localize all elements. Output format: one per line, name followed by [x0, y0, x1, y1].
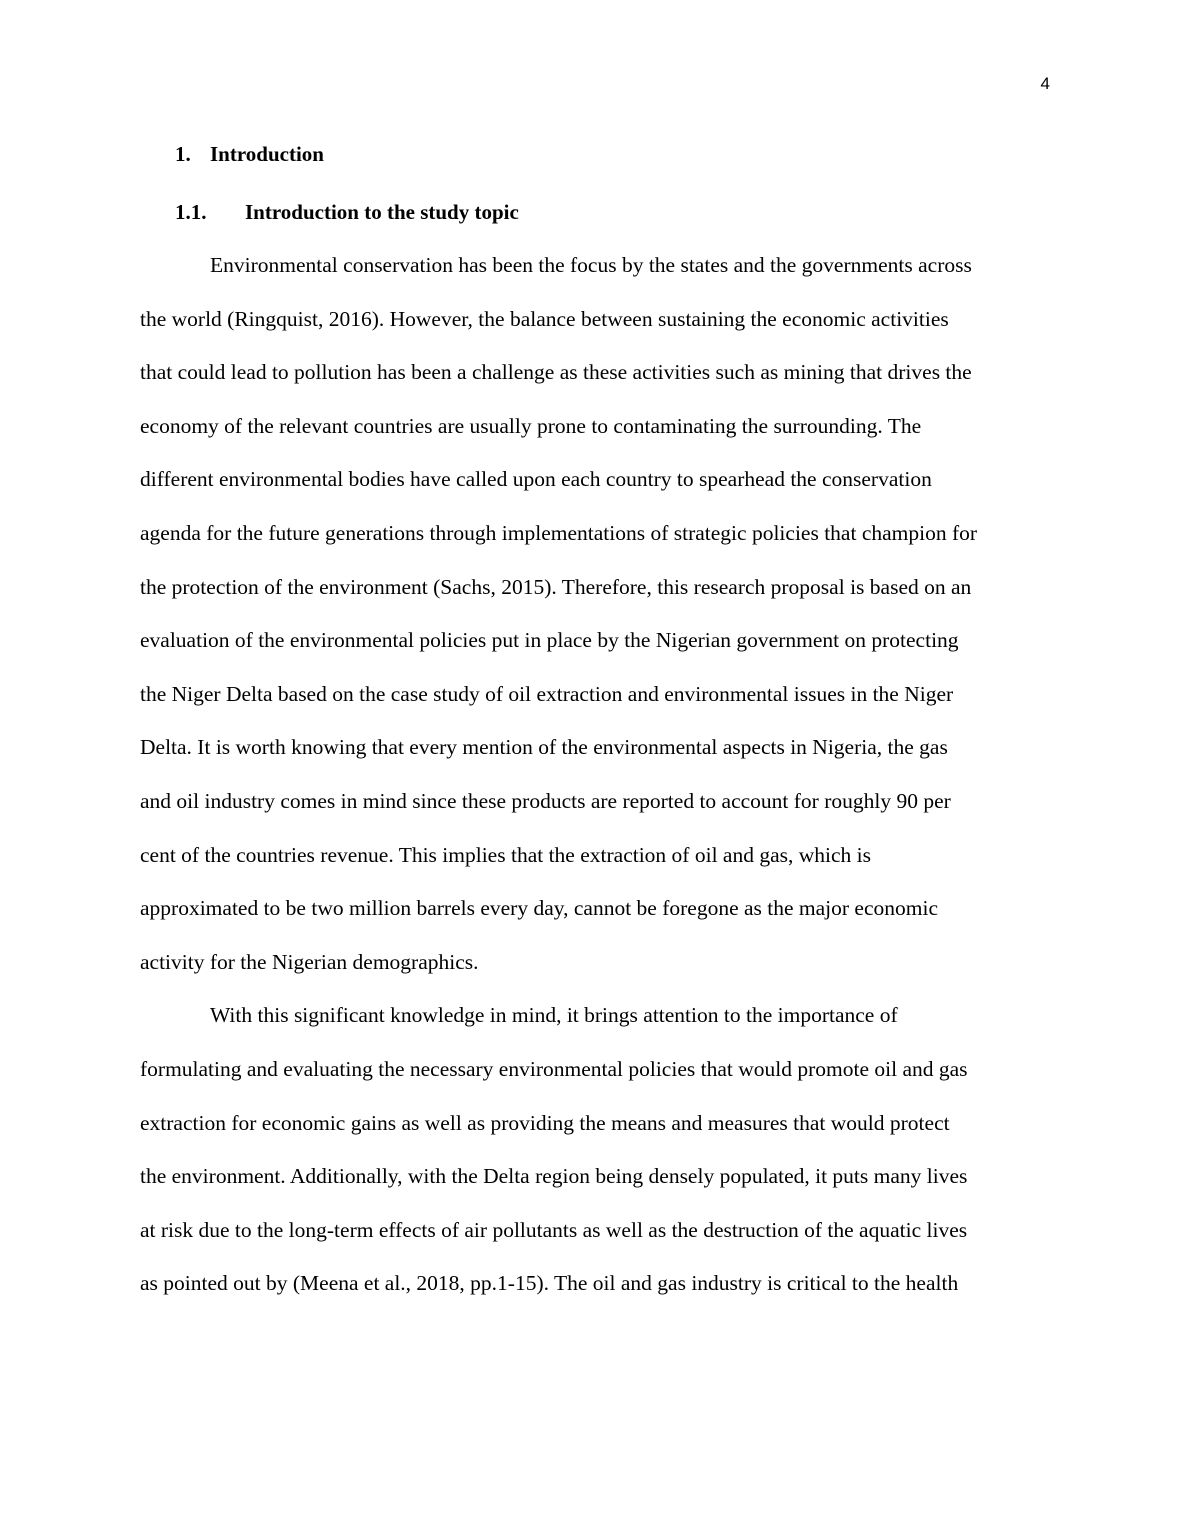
subsection-title: Introduction to the study topic	[245, 200, 519, 224]
paragraph-1-line: evaluation of the environmental policies put in place by the Nigerian government on protecting	[140, 628, 959, 653]
subsection-heading	[175, 198, 519, 226]
section-title: Introduction	[210, 142, 324, 166]
paragraph-2-line: extraction for economic gains as well as providing the means and measures that would protect	[140, 1110, 950, 1135]
body-text	[140, 239, 1060, 1311]
section-number: 1.	[175, 142, 191, 166]
subsection-number: 1.1.	[175, 200, 207, 224]
paragraph-2-line: formulating and evaluating the necessary environmental policies that would promote oil and gas	[140, 1056, 968, 1081]
section-heading	[175, 140, 324, 168]
paragraph-1-line: the world (Ringquist, 2016). However, the balance between sustaining the economic activities	[140, 306, 949, 331]
paragraph-2-line: the environment. Additionally, with the Delta region being densely populated, it puts many lives	[140, 1164, 968, 1189]
paragraph-1-line: approximated to be two million barrels every day, cannot be foregone as the major economic	[140, 896, 939, 921]
paragraph-2-line: at risk due to the long-term effects of air pollutants as well as the destruction of the aquatic lives	[140, 1217, 968, 1242]
paragraph-1-line: the Niger Delta based on the case study of oil extraction and environmental issues in the Niger	[140, 681, 954, 706]
paragraph-1-line: agenda for the future generations through implementations of strategic policies that champion for	[140, 520, 978, 545]
paragraph-1-line: Delta. It is worth knowing that every mention of the environmental aspects in Nigeria, the gas	[140, 735, 948, 760]
paragraph-2-line: With this significant knowledge in mind, it brings attention to the importance of	[210, 1003, 898, 1028]
paragraph-2-line: as pointed out by (Meena et al., 2018, pp.1-15). The oil and gas industry is critical to the health	[140, 1271, 959, 1296]
paragraph-1-line: different environmental bodies have called upon each country to spearhead the conservation	[140, 467, 932, 492]
paragraph-1-line: cent of the countries revenue. This implies that the extraction of oil and gas, which is	[140, 842, 871, 867]
paragraph-1-line: that could lead to pollution has been a challenge as these activities such as mining that drives the	[140, 360, 972, 385]
paragraph-1-line: economy of the relevant countries are usually prone to contaminating the surrounding. The	[140, 413, 922, 438]
paragraph-1-line: the protection of the environment (Sachs, 2015). Therefore, this research proposal is based on an	[140, 574, 972, 599]
paragraph-1-line: and oil industry comes in mind since these products are reported to account for roughly 90 per	[140, 788, 951, 813]
page-number: 4	[1040, 74, 1050, 93]
paragraph-1-line: Environmental conservation has been the focus by the states and the governments across	[210, 253, 972, 277]
paragraph-1-line: activity for the Nigerian demographics.	[140, 949, 479, 974]
